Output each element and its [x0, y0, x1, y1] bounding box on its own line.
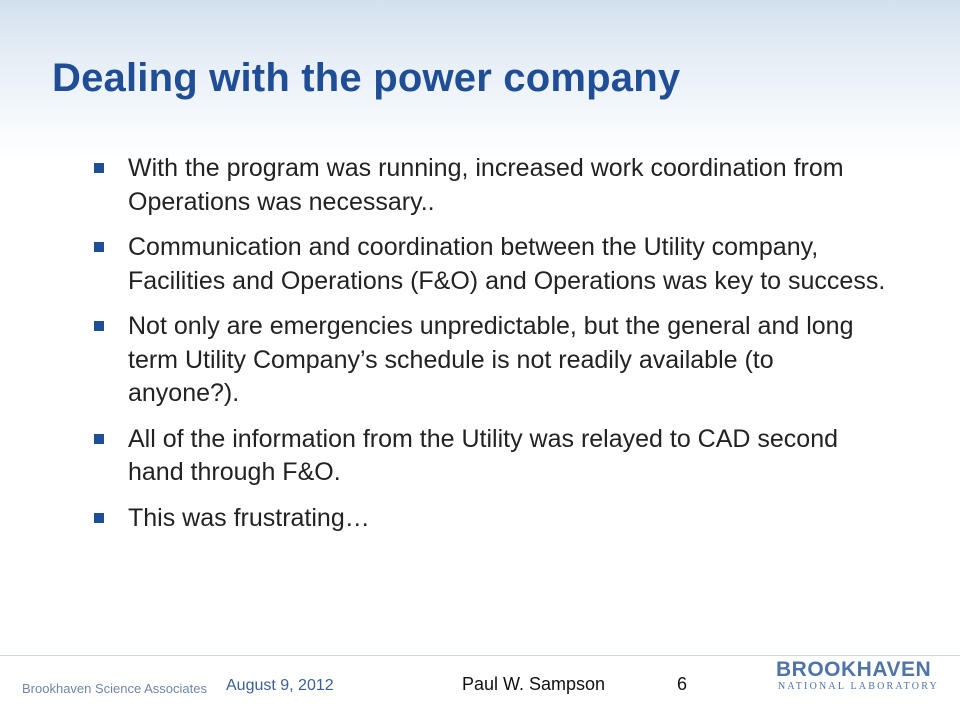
- bullet-item: [90, 502, 890, 536]
- bullet-text: Not only are emergencies unpredictable, but the general and long term Utility Company’s schedule is not readily available (to anyone?).: [128, 312, 854, 407]
- footer-author: Paul W. Sampson: [462, 674, 606, 694]
- square-bullet-icon: [94, 513, 104, 523]
- bullet-item: [90, 423, 890, 490]
- bullet-item: [90, 152, 890, 219]
- logo-main-text: BROOKHAVEN: [776, 658, 932, 681]
- bullet-text: This was frustrating…: [128, 503, 370, 532]
- brookhaven-logo: [776, 658, 940, 698]
- page-number: 6: [677, 674, 688, 694]
- square-bullet-icon: [94, 163, 104, 173]
- bullet-item: [90, 231, 890, 298]
- square-bullet-icon: [94, 242, 104, 252]
- footer-associates: Brookhaven Science Associates: [22, 681, 207, 696]
- bullet-list: [90, 152, 890, 547]
- footer-divider: [0, 655, 960, 656]
- logo-sub-text: NATIONAL LABORATORY: [778, 681, 939, 692]
- bullet-text: All of the information from the Utility was relayed to CAD second hand through F&O.: [128, 424, 839, 486]
- bullet-text: With the program was running, increased work coordination from Operations was necessary..: [128, 154, 844, 216]
- footer-date: August 9, 2012: [226, 677, 334, 694]
- bullet-text: Communication and coordination between the Utility company, Facilities and Operations (F&O) and Operations was key to success.: [128, 233, 886, 295]
- bullet-item: [90, 310, 890, 411]
- slide-title: Dealing with the power company: [52, 56, 681, 100]
- square-bullet-icon: [94, 321, 104, 331]
- square-bullet-icon: [94, 434, 104, 444]
